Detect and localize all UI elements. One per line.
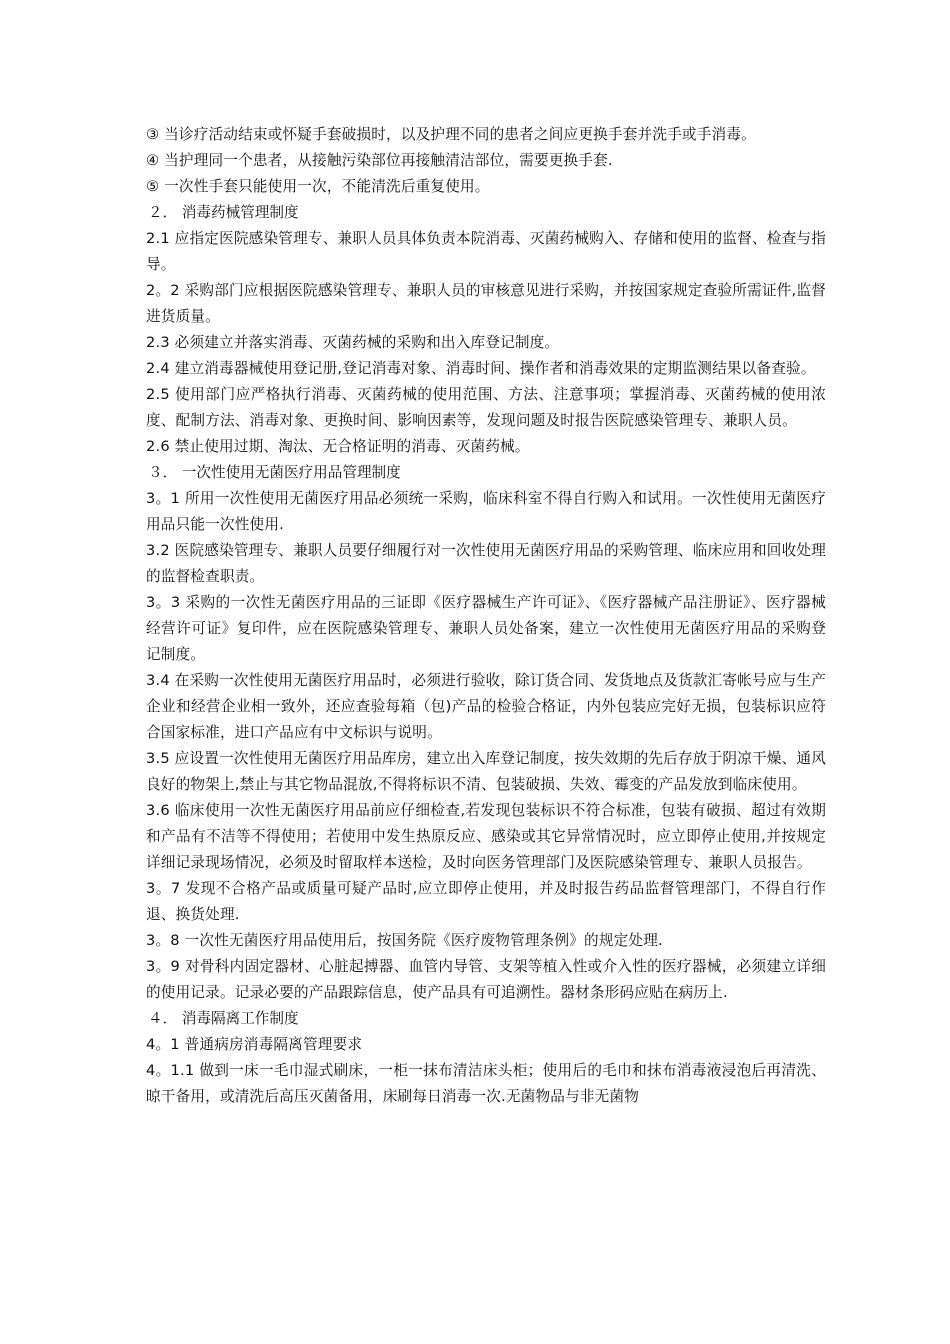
paragraph: 3.5 应设置一次性使用无菌医疗用品库房，建立出入库登记制度，按失效期的先后存放于阴凉干燥、通风良好的物架上,禁止与其它物品混放,不得将标识不清、包装破损、失效、霉变的产品发放到临床使用。: [146, 750, 826, 793]
document-page: [146, 122, 826, 1110]
paragraph: 2.5 使用部门应严格执行消毒、灭菌药械的使用范围、方法、注意事项；掌握消毒、灭菌药械的使用浓度、配制方法、消毒对象、更换时间、影响因素等，发现问题及时报告医院感染管理专、兼职人员。: [146, 386, 826, 429]
paragraph: 3.2 医院感染管理专、兼职人员要仔细履行对一次性使用无菌医疗用品的采购管理、临床应用和回收处理的监督检查职责。: [146, 542, 826, 585]
paragraph: 3.4 在采购一次性使用无菌医疗用品时，必须进行验收，除订货合同、发货地点及货款汇寄帐号应与生产企业和经营企业相一致外，还应查验每箱（包)产品的检验合格证，内外包装应完好无损，包装标识应符合国家标准，进口产品应有中文标识与说明。: [146, 672, 826, 741]
paragraph: 2.6 禁止使用过期、淘汰、无合格证明的消毒、灭菌药械。: [146, 438, 530, 455]
paragraph: 3。9 对骨科内固定器材、心脏起搏器、血管内导管、支架等植入性或介入性的医疗器械，必须建立详细的使用记录。记录必要的产品跟踪信息，使产品具有可追溯性。器材条形码应贴在病历上.: [146, 958, 826, 1001]
paragraph: 3。7 发现不合格产品或质量可疑产品时,应立即停止使用，并及时报告药品监督管理部门，不得自行作退、换货处理.: [146, 880, 826, 923]
section-heading: ２． 消毒药械管理制度: [148, 204, 299, 221]
paragraph: 2.3 必须建立并落实消毒、灭菌药械的采购和出入库登记制度。: [146, 334, 560, 351]
paragraph: ④ 当护理同一个患者，从接触污染部位再接触清洁部位，需要更换手套.: [146, 152, 613, 169]
paragraph: 4。1 普通病房消毒隔离管理要求: [146, 1036, 363, 1053]
paragraph: ③ 当诊疗活动结束或怀疑手套破损时，以及护理不同的患者之间应更换手套并洗手或手消毒。: [146, 126, 756, 143]
paragraph: 3。3 采购的一次性无菌医疗用品的三证即《医疗器械生产许可证》、《医疗器械产品注册证》、医疗器械经营许可证》复印件，应在医院感染管理专、兼职人员处备案，建立一次性使用无菌医疗用品的采购登记制度。: [146, 594, 826, 663]
paragraph: 3。1 所用一次性使用无菌医疗用品必须统一采购，临床科室不得自行购入和试用。一次性使用无菌医疗用品只能一次性使用.: [146, 490, 826, 533]
paragraph: ⑤ 一次性手套只能使用一次，不能清洗后重复使用。: [146, 178, 490, 195]
paragraph: 2.4 建立消毒器械使用登记册,登记消毒对象、消毒时间、操作者和消毒效果的定期监测结果以备查验。: [146, 360, 816, 377]
paragraph: 3.6 临床使用一次性无菌医疗用品前应仔细检查,若发现包装标识不符合标准，包装有破损、超过有效期和产品有不洁等不得使用；若使用中发生热原反应、感染或其它异常情况时，应立即停止使用,并按规定详细记录现场情况，必须及时留取样本送检，及时向医务管理部门及医院感染管理专、兼职人员报告。: [146, 802, 826, 871]
paragraph: 4。1.1 做到一床一毛巾湿式刷床，一柜一抹布清洁床头柜；使用后的毛巾和抹布消毒液浸泡后再清洗、晾干备用，或清洗后高压灭菌备用，床刷每日消毒一次.无菌物品与非无菌物: [146, 1062, 826, 1105]
paragraph: 2。2 采购部门应根据医院感染管理专、兼职人员的审核意见进行采购，并按国家规定查验所需证件,监督进货质量。: [146, 282, 826, 325]
paragraph: 2.1 应指定医院感染管理专、兼职人员具体负责本院消毒、灭菌药械购入、存储和使用的监督、检查与指导。: [146, 230, 826, 273]
paragraph: 3。8 一次性无菌医疗用品使用后，按国务院《医疗废物管理条例》的规定处理.: [146, 932, 663, 949]
section-heading: ３． 一次性使用无菌医疗用品管理制度: [148, 464, 401, 481]
section-heading: ４． 消毒隔离工作制度: [148, 1010, 299, 1027]
